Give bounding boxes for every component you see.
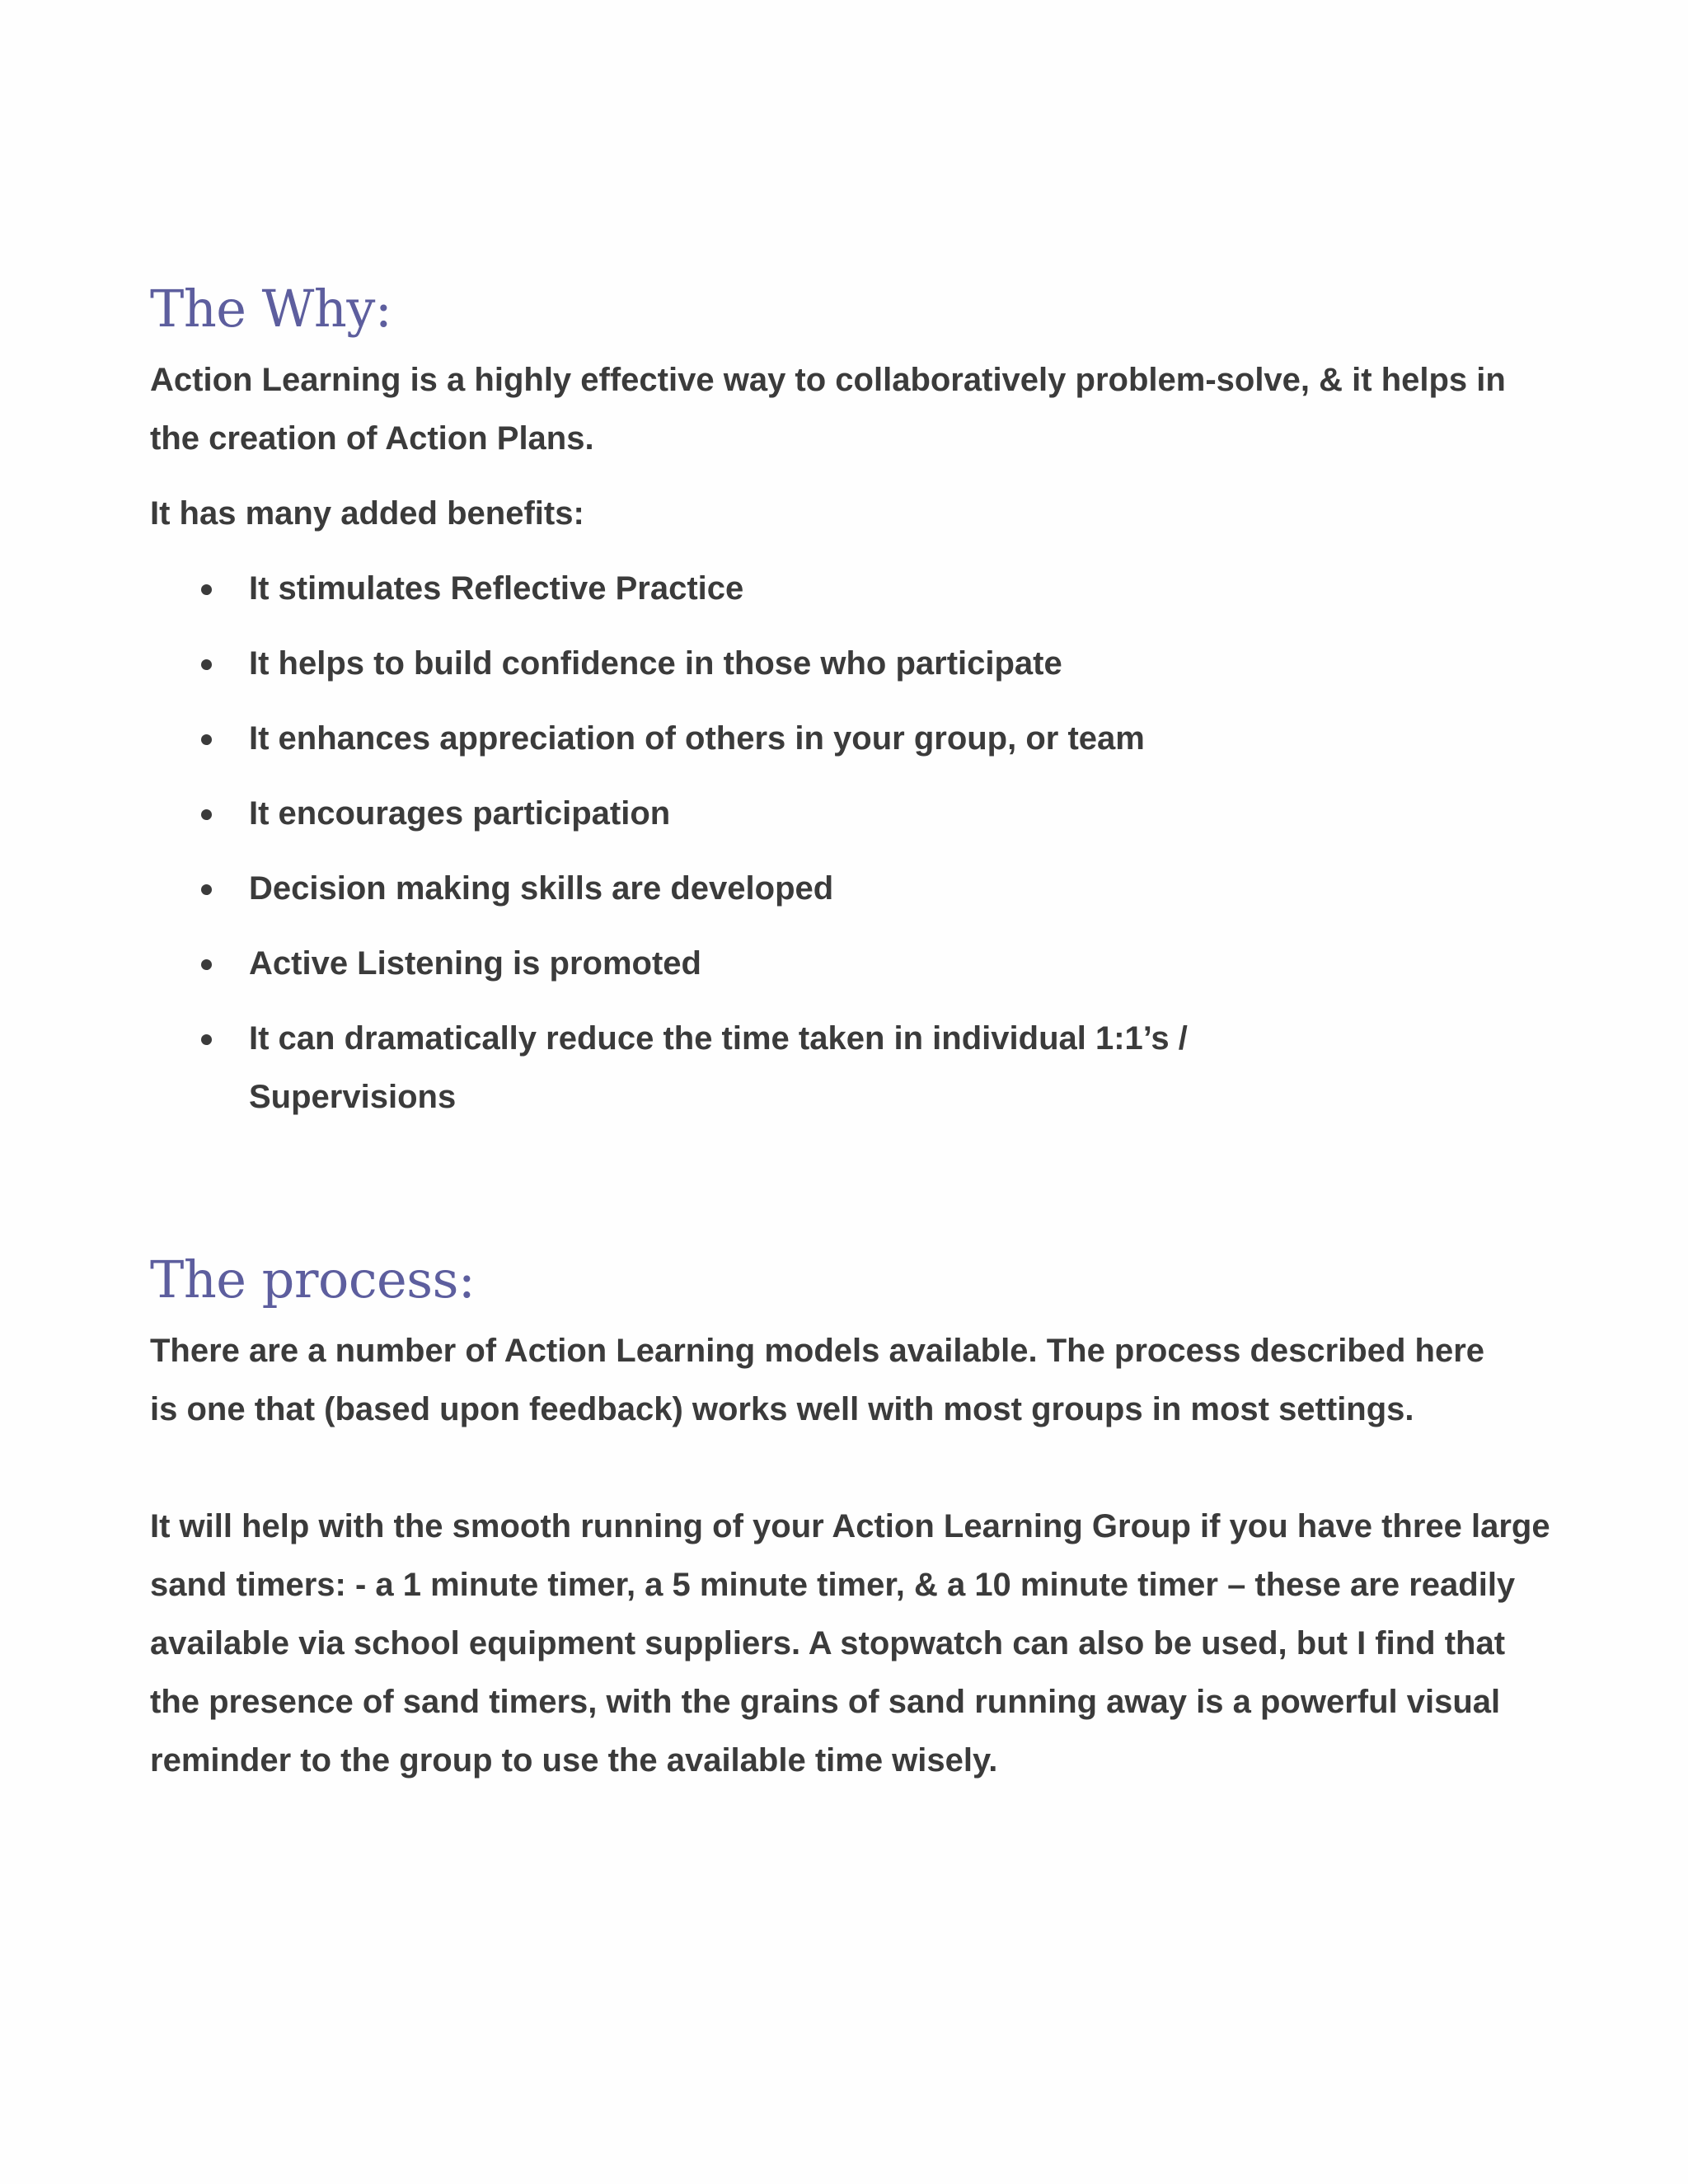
benefit-text: It stimulates Reflective Practice (249, 570, 744, 607)
benefit-text: It can dramatically reduce the time taken in individual 1:1’s / Supervisions (249, 1020, 1188, 1115)
benefit-text: It helps to build confidence in those who participate (249, 645, 1062, 682)
bullet-icon (201, 884, 212, 895)
bullet-icon (201, 959, 212, 970)
benefits-intro: It has many added benefits: (150, 495, 584, 532)
process-paragraph-1: There are a number of Action Learning models available. The process described here is one that (based upon feedback) works well with most groups in most settings. (150, 1333, 1485, 1427)
list-item (150, 710, 1551, 768)
heading-the-process: The process: (150, 1249, 476, 1310)
list-item (150, 635, 1551, 693)
benefit-text: Active Listening is promoted (249, 945, 701, 982)
list-item (150, 1010, 1485, 1127)
document-content (150, 274, 1551, 1790)
list-item (150, 935, 1551, 993)
bullet-icon (201, 809, 212, 820)
benefits-list (150, 560, 1551, 1127)
process-paragraph-2: It will help with the smooth running of your Action Learning Group if you have three large sand timers: - a 1 minute timer, a 5 minute timer, & a 10 minute timer – these are readily available via school equipment suppliers. A stopwatch can also be used, but I find that the presence of sand timers, with the grains of sand running away is a powerful visual reminder to the group to use the available time wisely. (150, 1508, 1550, 1779)
benefit-text: Decision making skills are developed (249, 870, 834, 907)
bullet-icon (201, 659, 212, 670)
list-item (150, 860, 1551, 918)
bullet-icon (201, 584, 212, 595)
why-intro-paragraph: Action Learning is a highly effective way to collaboratively problem-solve, & it helps in the creation of Action Plans. (150, 362, 1506, 457)
heading-the-why: The Why: (150, 279, 392, 339)
list-item (150, 560, 1551, 618)
bullet-icon (201, 1034, 212, 1045)
list-item (150, 785, 1551, 843)
benefit-text: It encourages participation (249, 795, 671, 832)
benefit-text: It enhances appreciation of others in your group, or team (249, 720, 1145, 757)
bullet-icon (201, 734, 212, 745)
